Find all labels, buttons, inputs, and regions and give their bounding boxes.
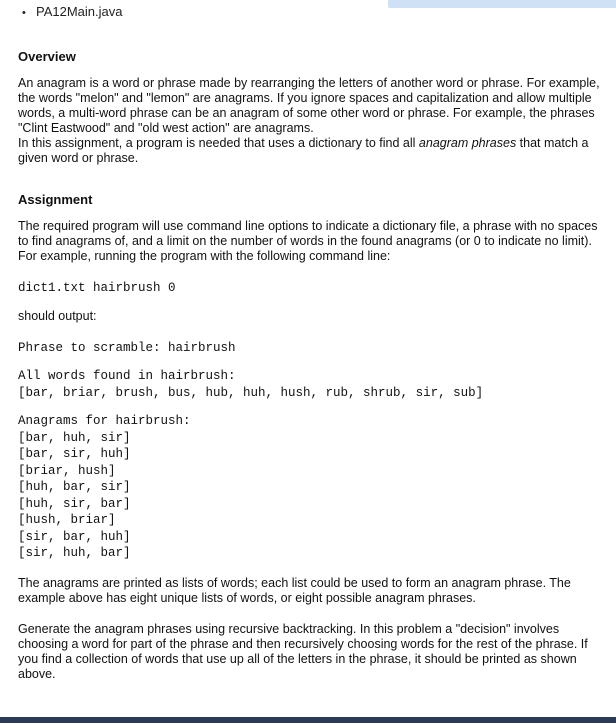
assignment-paragraph-1: The required program will use command line options to indicate a dictionary file, a phrase with no spaces to find anagrams of, and a limit on the number of words in the found anagrams (or 0 to indicate no limit). For example, running the program with the following command line: [18,219,598,263]
bullet-icon: • [22,7,26,19]
anagram-line: [sir, bar, huh] [18,529,131,544]
output-words-list: [bar, briar, brush, bus, hub, huh, hush, rub, shrub, sir, sub] [18,385,484,400]
bottom-bar [0,717,616,723]
file-name: PA12Main.java [36,4,123,19]
anagram-line: [bar, huh, sir] [18,430,131,445]
anagram-line: [huh, bar, sir] [18,480,131,494]
overview-p2-text: In this assignment, a program is needed that uses a dictionary to find all [18,136,419,150]
output-words-header: All words found in hairbrush: [18,369,236,383]
top-accent-bar [388,0,616,8]
overview-p2-emphasis: anagram phrases [418,136,517,150]
output-phrase-line: Phrase to scramble: hairbrush [18,340,236,355]
anagram-line: [sir, huh, bar] [18,546,131,560]
output-anagrams-header: Anagrams for hairbrush: [18,414,191,428]
anagram-line: [bar, sir, huh] [18,447,131,461]
output-anagrams-block [18,413,610,562]
output-words-block [18,368,610,401]
assignment-paragraph-3: Generate the anagram phrases using recursive backtracking. In this problem a "decision" involves choosing a word for part of the phrase and then recursively choosing words for the rest of the phrase. If you find a collection of words that use up all of the letters in the phrase, it should be printed as shown above. [18,621,588,681]
overview-p2-end: that match a given word or phrase. [18,136,589,165]
anagram-line: [huh, sir, bar] [18,496,131,511]
assignment-section [18,192,610,682]
document-body [18,49,610,682]
assignment-heading: Assignment [18,192,93,207]
anagram-line: [hush, briar] [18,513,116,527]
command-line: dict1.txt hairbrush 0 [18,281,176,295]
should-output-label: should output: [18,308,97,323]
overview-paragraph-2 [18,136,610,166]
file-list-item [22,4,122,21]
anagram-line: [briar, hush] [18,463,116,478]
overview-paragraph-1: An anagram is a word or phrase made by rearranging the letters of another word or phrase. For example, the words "melon" and "lemon" are anagrams. If you ignore spaces and capitalization and allow multiple words, a multi-word phrase can be an anagram of some other word or phrase. For example, the phrases "Clint Eastwood" and "old west action" are anagrams. [18,76,600,135]
assignment-paragraph-2: The anagrams are printed as lists of words; each list could be used to form an anagram phrase. The example above has eight unique lists of words, or eight possible anagram phrases. [18,575,571,605]
overview-section [18,49,610,166]
overview-heading: Overview [18,49,76,64]
